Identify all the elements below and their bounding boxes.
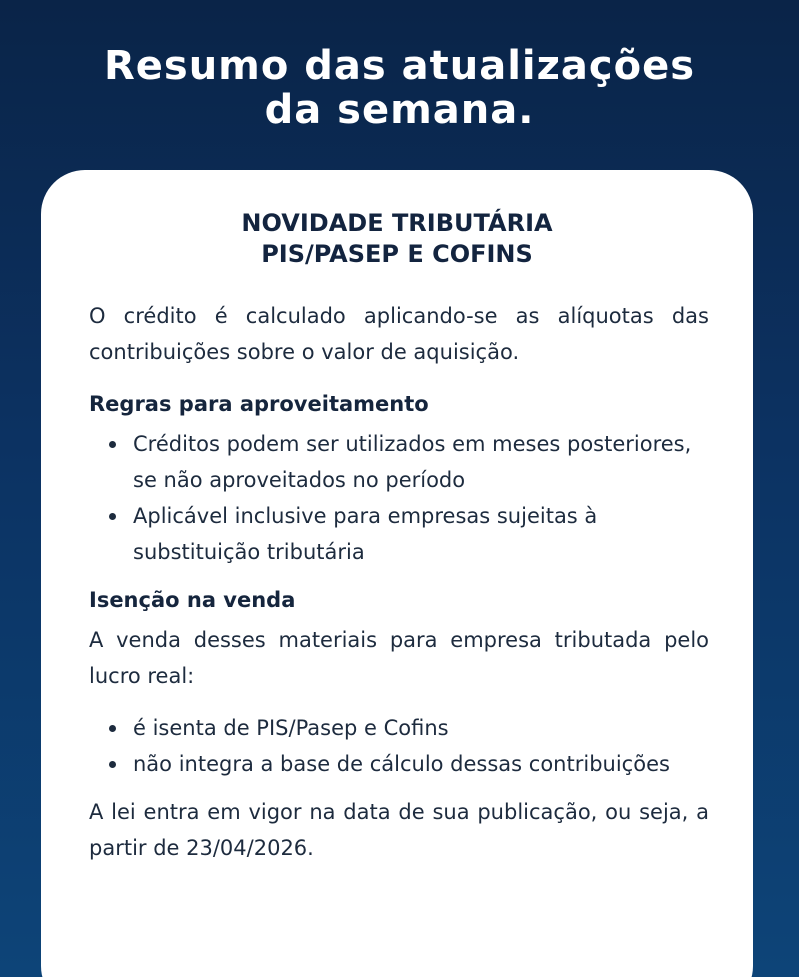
closing-paragraph: A lei entra em vigor na data de sua publicação, ou seja, a partir de 23/04/2026.: [89, 800, 709, 860]
card-content: [89, 298, 709, 882]
bullet-icon: [109, 513, 116, 520]
card-heading: [41, 208, 753, 270]
exemption-list-item: [89, 710, 709, 746]
exemption-list-item-text: é isenta de PIS/Pasep e Cofins: [133, 716, 449, 740]
exemption-list-item-text: não integra a base de cálculo dessas contribuições: [133, 752, 670, 776]
card-heading-line-2: PIS/PASEP E COFINS: [261, 240, 533, 268]
exemption-list: [89, 710, 709, 782]
bullet-icon: [109, 761, 116, 768]
rules-list: [89, 426, 709, 570]
page-title-line-1: Resumo das atualizações: [103, 43, 696, 89]
exemption-paragraph: A venda desses materiais para empresa tributada pelo lucro real:: [89, 628, 709, 688]
card-heading-line-1: NOVIDADE TRIBUTÁRIA: [241, 209, 553, 237]
page-title: [0, 44, 799, 132]
rules-section-title: Regras para aproveitamento: [89, 392, 429, 416]
exemption-list-item: [89, 746, 709, 782]
rules-list-item: [89, 426, 709, 498]
rules-list-item-text: Aplicável inclusive para empresas sujeitas à substituição tributária: [133, 504, 598, 564]
bullet-icon: [109, 725, 116, 732]
rules-list-item: [89, 498, 709, 570]
summary-card: [41, 170, 753, 977]
page-title-line-2: da semana.: [264, 87, 535, 133]
bullet-icon: [109, 441, 116, 448]
exemption-section-title: Isenção na venda: [89, 588, 296, 612]
intro-paragraph: O crédito é calculado aplicando-se as alíquotas das contribuições sobre o valor de aquisição.: [89, 304, 709, 364]
rules-list-item-text: Créditos podem ser utilizados em meses posteriores, se não aproveitados no período: [133, 432, 692, 492]
